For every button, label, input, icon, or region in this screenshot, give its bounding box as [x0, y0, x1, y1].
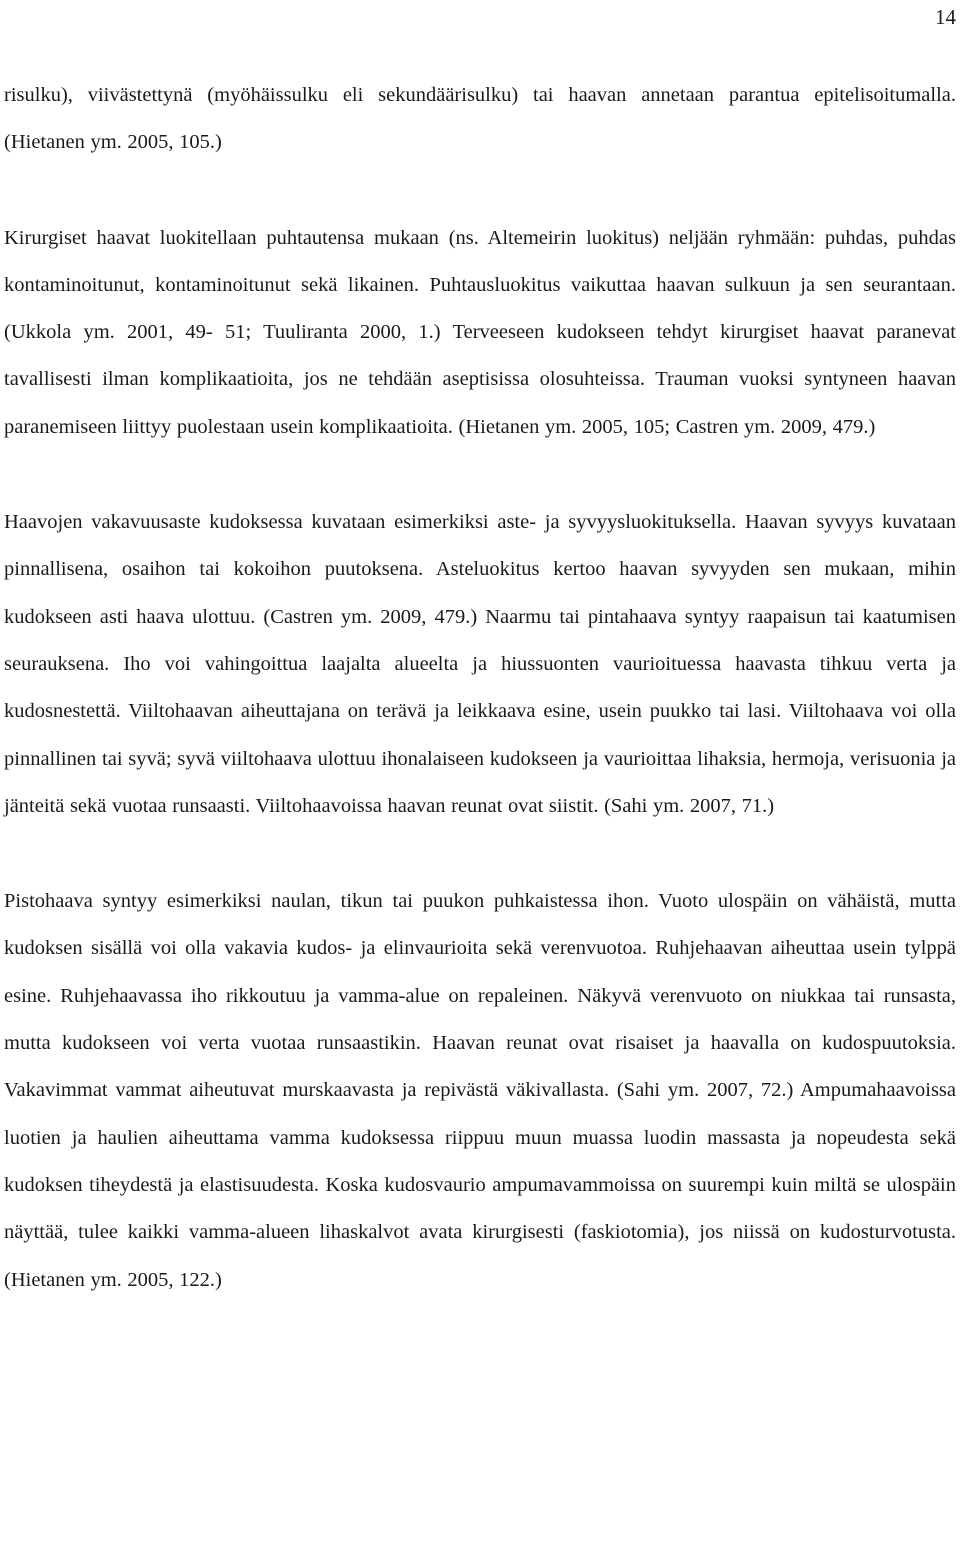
paragraph-wound-closure: risulku), viivästettynä (myöhäissulku eli sekundäärisulku) tai haavan annetaan parantua epitelisoitumalla. (Hietanen ym. 2005, 105.) — [4, 84, 956, 154]
page-number: 14 — [935, 5, 956, 29]
paragraph-wound-severity: Haavojen vakavuusaste kudoksessa kuvataan esimerkiksi aste- ja syvyysluokituksella. Haavan syvyys kuvataan pinnallisena, osaihon tai kokoihon puutoksena. Asteluokitus kertoo haavan syvyyden sen mukaan, mihin kudokseen asti haava ulottuu. (Castren ym. 2009, 479.) Naarmu tai pintahaava syntyy raapaisun tai kaatumisen seurauksena. Iho voi vahingoittua laajalta alueelta ja hiussuonten vaurioituessa haavasta tihkuu verta ja kudosnestettä. Viiltohaavan aiheuttajana on terävä ja leikkaava esine, usein puukko tai lasi. Viiltohaava voi olla pinnallinen tai syvä; syvä viiltohaava ulottuu ihonalaiseen kudokseen ja vaurioittaa lihaksia, hermoja, verisuonia ja jänteitä sekä vuotaa runsaasti. Viiltohaavoissa haavan reunat ovat siistit. (Sahi ym. 2007, 71.) — [4, 511, 956, 817]
paragraph-stab-and-crush-wounds: Pistohaava syntyy esimerkiksi naulan, tikun tai puukon puhkaistessa ihon. Vuoto ulospäin on vähäistä, mutta kudoksen sisällä voi olla vakavia kudos- ja elinvaurioita sekä verenvuotoa. Ruhjehaavan aiheuttaa usein tylppä esine. Ruhjehaavassa iho rikkoutuu ja vamma-alue on repaleinen. Näkyvä verenvuoto on niukkaa tai runsasta, mutta kudokseen voi verta vuotaa runsaastikin. Haavan reunat ovat risaiset ja haavalla on kudospuutoksia. Vakavimmat vammat aiheutuvat murskaavasta ja repivästä väkivallasta. (Sahi ym. 2007, 72.) Ampumahaavoissa luotien ja haulien aiheuttama vamma kudoksessa riippuu muun muassa luodin massasta ja nopeudesta sekä kudoksen tiheydestä ja elastisuudesta. Koska kudosvaurio ampumavammoissa on suurempi kuin miltä se ulospäin näyttää, tulee kaikki vamma-alueen lihaskalvot avata kirurgisesti (faskiotomia), jos niissä on kudosturvotusta. (Hietanen ym. 2005, 122.) — [4, 890, 956, 1291]
body-text — [4, 72, 956, 1304]
paragraph-surgical-wound-classification: Kirurgiset haavat luokitellaan puhtautensa mukaan (ns. Altemeirin luokitus) neljään ryhmään: puhdas, puhdas kontaminoitunut, kontaminoitunut sekä likainen. Puhtausluokitus vaikuttaa haavan sulkuun ja sen seurantaan. (Ukkola ym. 2001, 49- 51; Tuuliranta 2000, 1.) Terveeseen kudokseen tehdyt kirurgiset haavat paranevat tavallisesti ilman komplikaatioita, jos ne tehdään aseptisissa olosuhteissa. Trauman vuoksi syntyneen haavan paranemiseen liittyy puolestaan usein komplikaatioita. (Hietanen ym. 2005, 105; Castren ym. 2009, 479.) — [4, 226, 956, 438]
